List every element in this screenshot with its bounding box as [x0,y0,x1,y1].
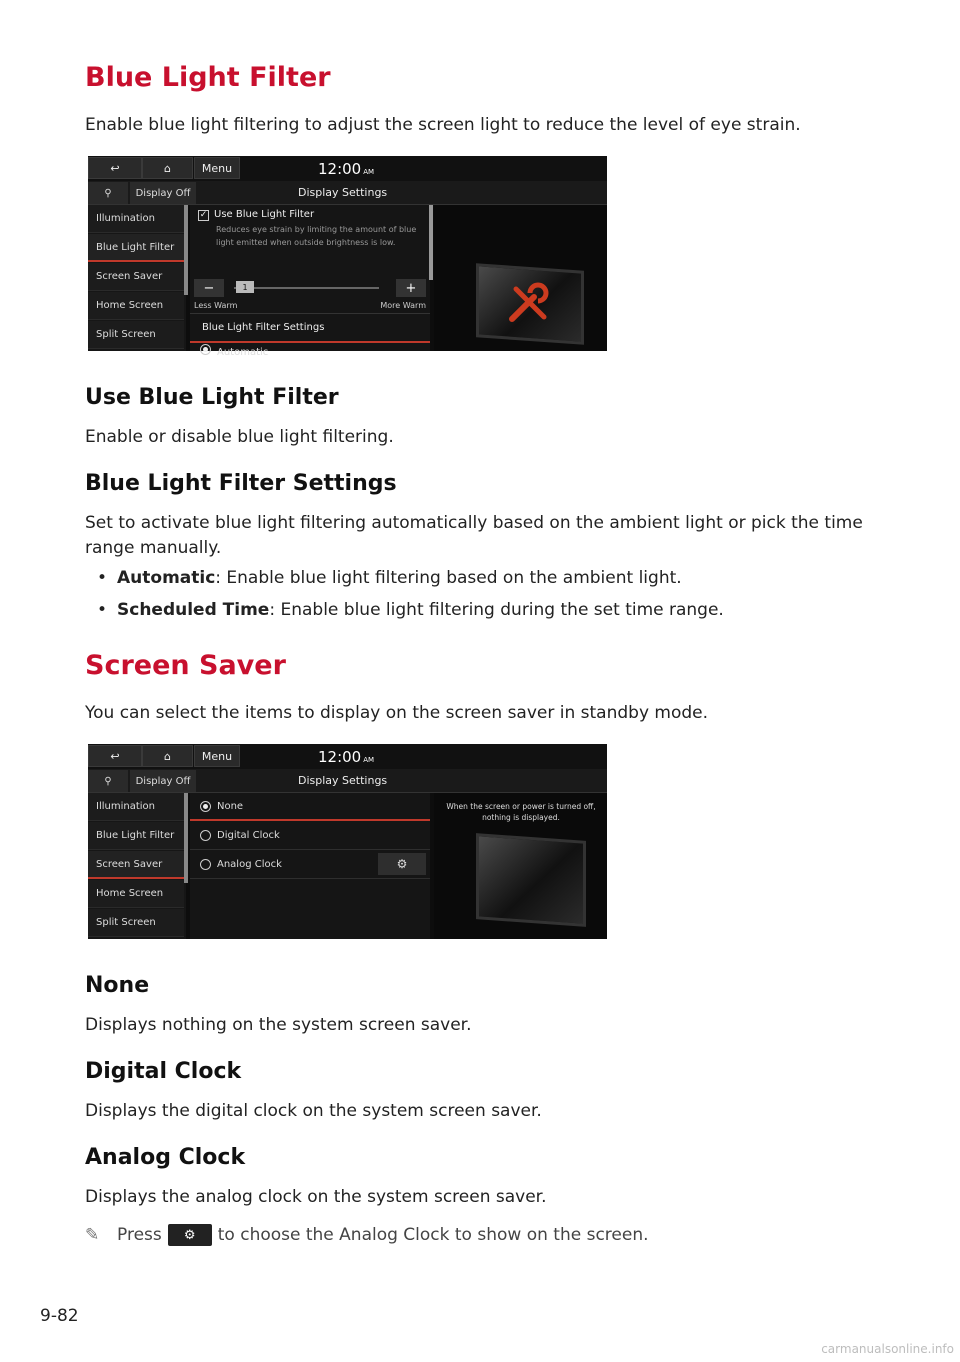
menu-item-blue-light-filter[interactable]: Blue Light Filter [88,234,184,262]
bullet-icon: • [97,568,108,588]
divider [190,313,430,314]
search-icon: ⚲ [104,775,112,787]
display-off-button[interactable]: Display Off [130,770,196,792]
menu-item-screen-saver[interactable]: Screen Saver [88,851,184,879]
top-bar [88,156,607,181]
sub-bar [88,769,607,793]
analog-clock-settings-button[interactable] [378,853,426,875]
plus-icon: + [405,280,417,296]
clock: 12:00 AM [318,160,375,178]
blue-light-panel [190,205,430,358]
display-settings-screen-blue-light [88,156,607,358]
preview-area [434,205,607,351]
settings-menu [88,205,186,351]
subheading-digital-clock: Digital Clock [85,1059,242,1084]
screen-title: Display Settings [298,774,388,787]
preview-area [434,793,607,939]
paragraph-digital-clock: Displays the digital clock on the system screen saver. [85,1101,542,1121]
note-press: Press [117,1225,162,1245]
home-icon: ⌂ [164,749,171,763]
subheading-none: None [85,973,150,998]
menu-scrollbar[interactable] [184,205,188,295]
automatic-option[interactable]: Automatic [200,344,268,358]
paragraph-none: Displays nothing on the system screen saver. [85,1015,472,1035]
bullet-automatic: • Automatic: Enable blue light filtering based on the ambient light. [97,568,682,588]
tv-preview-image [476,833,586,927]
subheading-use-blue-light-filter: Use Blue Light Filter [85,385,339,410]
home-button[interactable] [142,745,193,767]
home-button[interactable] [142,157,193,179]
search-button[interactable] [88,182,128,204]
selection-underline [190,341,430,343]
radio-icon[interactable] [200,859,211,870]
menu-button[interactable]: Menu [194,745,240,767]
paragraph-blue-light-filter-settings: Set to activate blue light filtering automatically based on the ambient light or pick the time range manually. [85,513,863,558]
back-icon: ↩ [110,749,120,763]
note-text: to choose the Analog Clock to show on the screen. [217,1225,649,1245]
search-icon: ⚲ [104,187,112,199]
page-number: 9-82 [40,1306,79,1326]
minus-icon: − [203,280,215,296]
menu-scrollbar[interactable] [184,793,188,883]
search-button[interactable] [88,770,128,792]
use-filter-description: Reduces eye strain by limiting the amount of blue light emitted when outside brightness is low. [216,225,417,247]
settings-heading: Blue Light Filter Settings [202,322,325,333]
section-intro-screen-saver: You can select the items to display on the screen saver in standby mode. [85,703,709,723]
paragraph-use-blue-light-filter: Enable or disable blue light filtering. [85,427,394,447]
menu-button[interactable]: Menu [194,157,240,179]
menu-item-home-screen[interactable]: Home Screen [88,880,184,908]
gear-icon: ⚙ [396,857,408,871]
section-title-blue-light-filter: Blue Light Filter [85,62,331,93]
settings-menu [88,793,186,939]
note [85,1224,649,1246]
wrench-icon [504,277,554,327]
menu-item-blue-light-filter[interactable]: Blue Light Filter [88,822,184,850]
menu-item-illumination[interactable]: Illumination [88,205,184,233]
less-warm-label: Less Warm [194,301,238,310]
back-button[interactable] [88,157,142,179]
screen-title: Display Settings [298,186,388,199]
sub-bar [88,181,607,205]
section-intro: Enable blue light filtering to adjust the screen light to reduce the level of eye strain. [85,115,801,135]
radio-icon[interactable] [200,830,211,841]
pen-icon: ✎ [85,1225,100,1245]
menu-item-home-screen[interactable]: Home Screen [88,292,184,320]
menu-item-illumination[interactable]: Illumination [88,793,184,821]
display-settings-screen-saver [88,744,607,939]
back-icon: ↩ [110,161,120,175]
section-title-screen-saver: Screen Saver [85,650,286,681]
top-bar [88,744,607,769]
option-digital-clock[interactable]: Digital Clock [190,822,430,850]
back-button[interactable] [88,745,142,767]
paragraph-analog-clock: Displays the analog clock on the system screen saver. [85,1187,547,1207]
bullet-icon: • [97,600,108,620]
panel-scrollbar[interactable] [429,205,433,280]
warmth-slider-track[interactable] [234,287,379,289]
radio-selected-icon[interactable] [200,344,211,355]
preview-caption: When the screen or power is turned off, nothing is displayed. [446,802,596,822]
radio-selected-icon[interactable] [200,801,211,812]
use-filter-option[interactable]: ✓ Use Blue Light Filter [199,209,315,220]
subheading-analog-clock: Analog Clock [85,1145,246,1170]
display-off-button[interactable]: Display Off [130,182,196,204]
option-none[interactable]: None [190,793,430,821]
clock: 12:00 AM [318,748,375,766]
menu-item-split-screen[interactable]: Split Screen [88,909,184,937]
increase-button[interactable] [396,279,426,297]
gear-icon: ⚙ [168,1224,212,1246]
checkbox-checked-icon[interactable]: ✓ [199,210,208,220]
subheading-blue-light-filter-settings: Blue Light Filter Settings [85,471,397,496]
more-warm-label: More Warm [380,301,426,310]
option-analog-clock[interactable]: Analog Clock [190,851,430,879]
watermark: carmanualsonline.info [821,1342,954,1356]
screen-saver-panel [190,793,430,939]
menu-item-split-screen[interactable]: Split Screen [88,321,184,349]
decrease-button[interactable] [194,279,224,297]
bullet-scheduled-time: • Scheduled Time: Enable blue light filtering during the set time range. [97,600,724,620]
home-icon: ⌂ [164,161,171,175]
warmth-slider-handle[interactable]: 1 [236,281,254,293]
menu-item-screen-saver[interactable]: Screen Saver [88,263,184,291]
